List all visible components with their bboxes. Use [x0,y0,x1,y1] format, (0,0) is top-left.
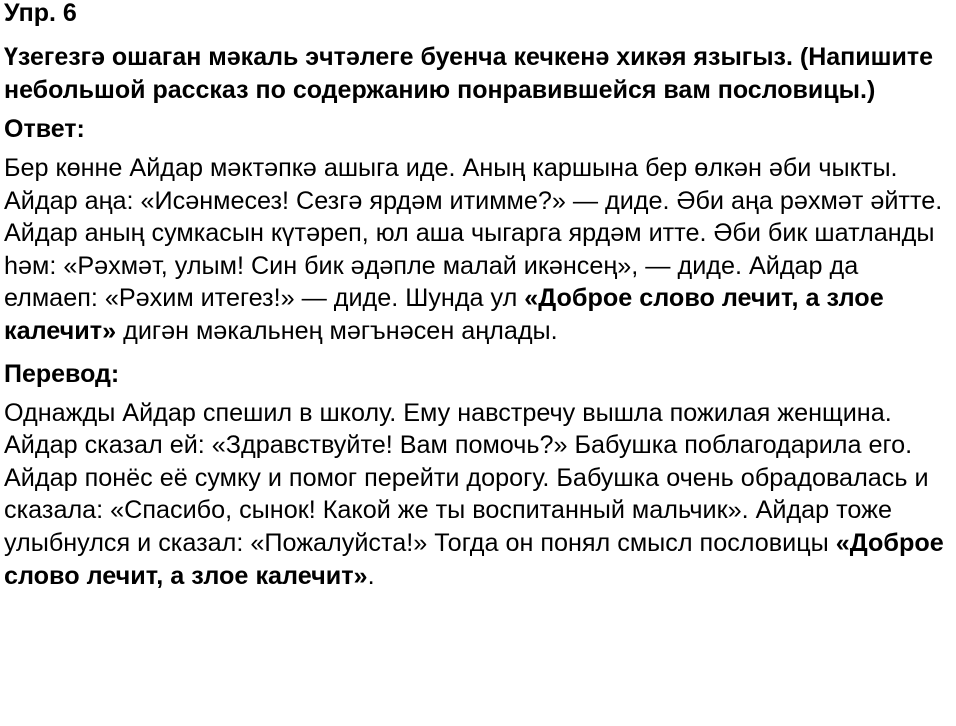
exercise-task [4,41,956,106]
translation-text [4,397,956,593]
task-russian: (Напишите небольшой рассказ по содержанию понравившейся вам пословицы.) [4,43,933,104]
translation-label: Перевод: [4,359,120,388]
translation-proverb: «Доброе слово лечит, а злое калечит» [4,528,944,590]
answer-proverb: «Доброе слово лечит, а злое калечит» [4,284,884,345]
answer-text-end: дигән мәкальнең мәгънәсен аңлады. [116,316,558,345]
task-tatar: Үзегезгә ошаган мәкаль эчтәлеге буенча кечкенә хикәя языгыз. [4,43,793,71]
translation-text-start: Однажды Айдар спешил в школу. Ему навстречу вышла пожилая женщина. Айдар сказал ей: «Здравствуйте! Вам помочь?» Бабушка поблагодарила его. Айдар понёс её сумку и помог перейти дорогу. Бабушка очень обрадовалась и сказала: «Спасибо, сынок! Какой же ты воспитанный мальчик». Айдар тоже улыбнулся и сказал: «Пожалуйста!» Тогда он понял смысл пословицы [4,398,929,557]
answer-label: Ответ: [4,115,85,143]
answer-text [4,152,956,348]
translation-text-end: . [367,561,375,590]
answer-text-start: Бер көнне Айдар мәктәпкә ашыга иде. Аның каршына бер өлкән әби чыкты. Айдар аңа: «Исәнмесез! Сезгә ярдәм итимме?» — диде. Әби аңа рәхмәт әйтте. Айдар аның сумкасын күтәреп, юл аша чыгарга ярдәм итте. Әби бик шатланды һәм: «Рәхмәт, улым! Син бик әдәпле малай икәнсең», — диде. Айдар да елмаеп: «Рәхим итегез!» — диде. Шунда ул [4,154,943,313]
exercise-title: Упр. 6 [4,0,77,27]
